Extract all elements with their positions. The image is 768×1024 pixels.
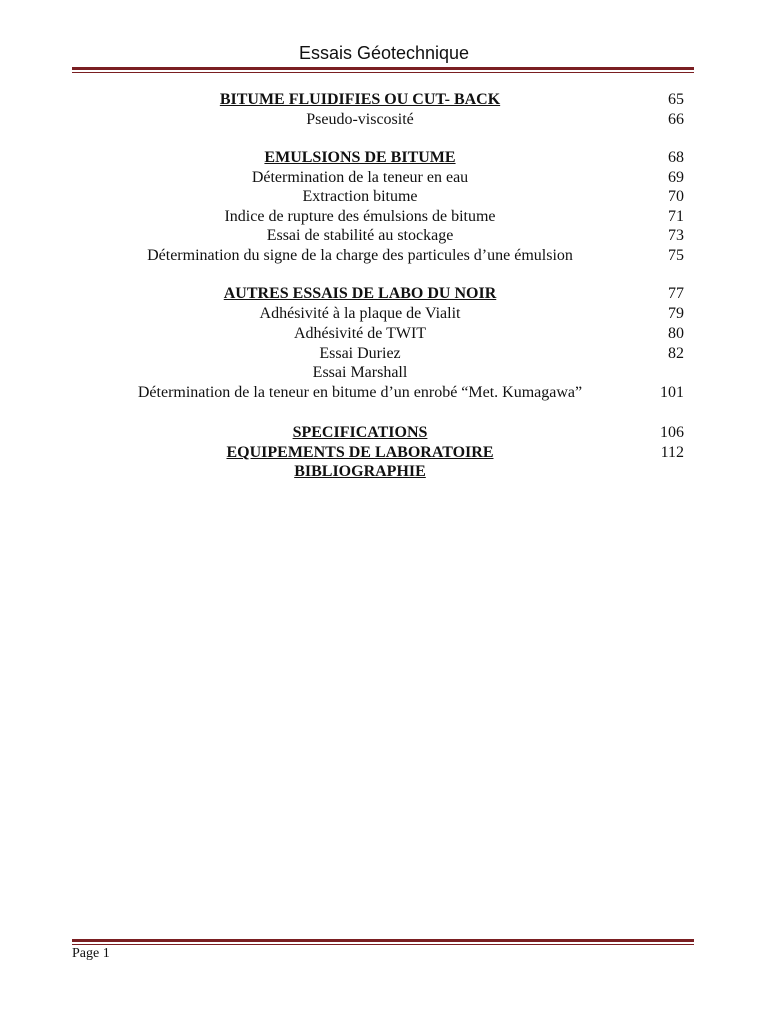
footer-rule [72, 939, 694, 945]
toc-section-label: BIBLIOGRAPHIE [294, 463, 426, 480]
toc-section-label: AUTRES ESSAIS DE LABO DU NOIR [223, 285, 497, 302]
toc-item-label: Détermination de la teneur en bitume d’un enrobé “Met. Kumagawa” [137, 384, 583, 401]
toc-entry [0, 304, 768, 324]
toc-page-number: 101 [660, 384, 684, 401]
toc-entry [0, 168, 768, 188]
toc-page-number: 65 [668, 91, 684, 108]
page-title: Essais Géotechnique [298, 43, 470, 63]
toc-entry [0, 443, 768, 463]
toc-entry [0, 110, 768, 130]
toc-page-number: 106 [660, 424, 684, 441]
toc-section-label: EQUIPEMENTS DE LABORATOIRE [226, 444, 494, 461]
toc-entry [0, 423, 768, 443]
toc-section-label: BITUME FLUIDIFIES OU CUT- BACK [219, 91, 501, 108]
toc-entry [0, 383, 768, 403]
toc-item-label: Indice de rupture des émulsions de bitume [224, 208, 496, 225]
toc-item-label: Détermination du signe de la charge des particules d’une émulsion [147, 247, 573, 264]
toc-section-label: EMULSIONS DE BITUME [264, 149, 456, 166]
toc-item-label: Essai de stabilité au stockage [266, 227, 454, 244]
toc-page-number: 66 [668, 111, 684, 128]
toc-page-number: 69 [668, 169, 684, 186]
toc-page-number: 82 [668, 345, 684, 362]
toc-page-number: 80 [668, 325, 684, 342]
toc-entry [0, 363, 768, 383]
toc-page-number: 71 [668, 208, 684, 225]
toc-page-number: 70 [668, 188, 684, 205]
toc-entry [0, 226, 768, 246]
toc-item-label: Essai Duriez [319, 345, 401, 362]
toc-item-label: Détermination de la teneur en eau [251, 169, 469, 186]
toc-item-label: Pseudo-viscosité [306, 111, 414, 128]
toc-item-label: Adhésivité de TWIT [293, 325, 427, 342]
toc-item-label: Extraction bitume [302, 188, 418, 205]
header-rule [72, 67, 694, 73]
toc-page-number: 73 [668, 227, 684, 244]
toc-item-label: Adhésivité à la plaque de Vialit [259, 305, 461, 322]
toc-page-number: 68 [668, 149, 684, 166]
toc-entry [0, 90, 768, 110]
toc-page-number: 75 [668, 247, 684, 264]
page-number-footer: Page 1 [72, 946, 110, 961]
toc-entry [0, 324, 768, 344]
toc-entry [0, 246, 768, 266]
toc-entry [0, 207, 768, 227]
toc-section-label: SPECIFICATIONS [292, 424, 428, 441]
toc-item-label: Essai Marshall [312, 364, 408, 381]
toc-entry [0, 148, 768, 168]
toc-page-number: 79 [668, 305, 684, 322]
toc-entry [0, 187, 768, 207]
toc-page-number: 112 [660, 444, 684, 461]
toc-entry [0, 344, 768, 364]
toc-entry [0, 462, 768, 482]
toc-page-number: 77 [668, 285, 684, 302]
toc-entry [0, 284, 768, 304]
